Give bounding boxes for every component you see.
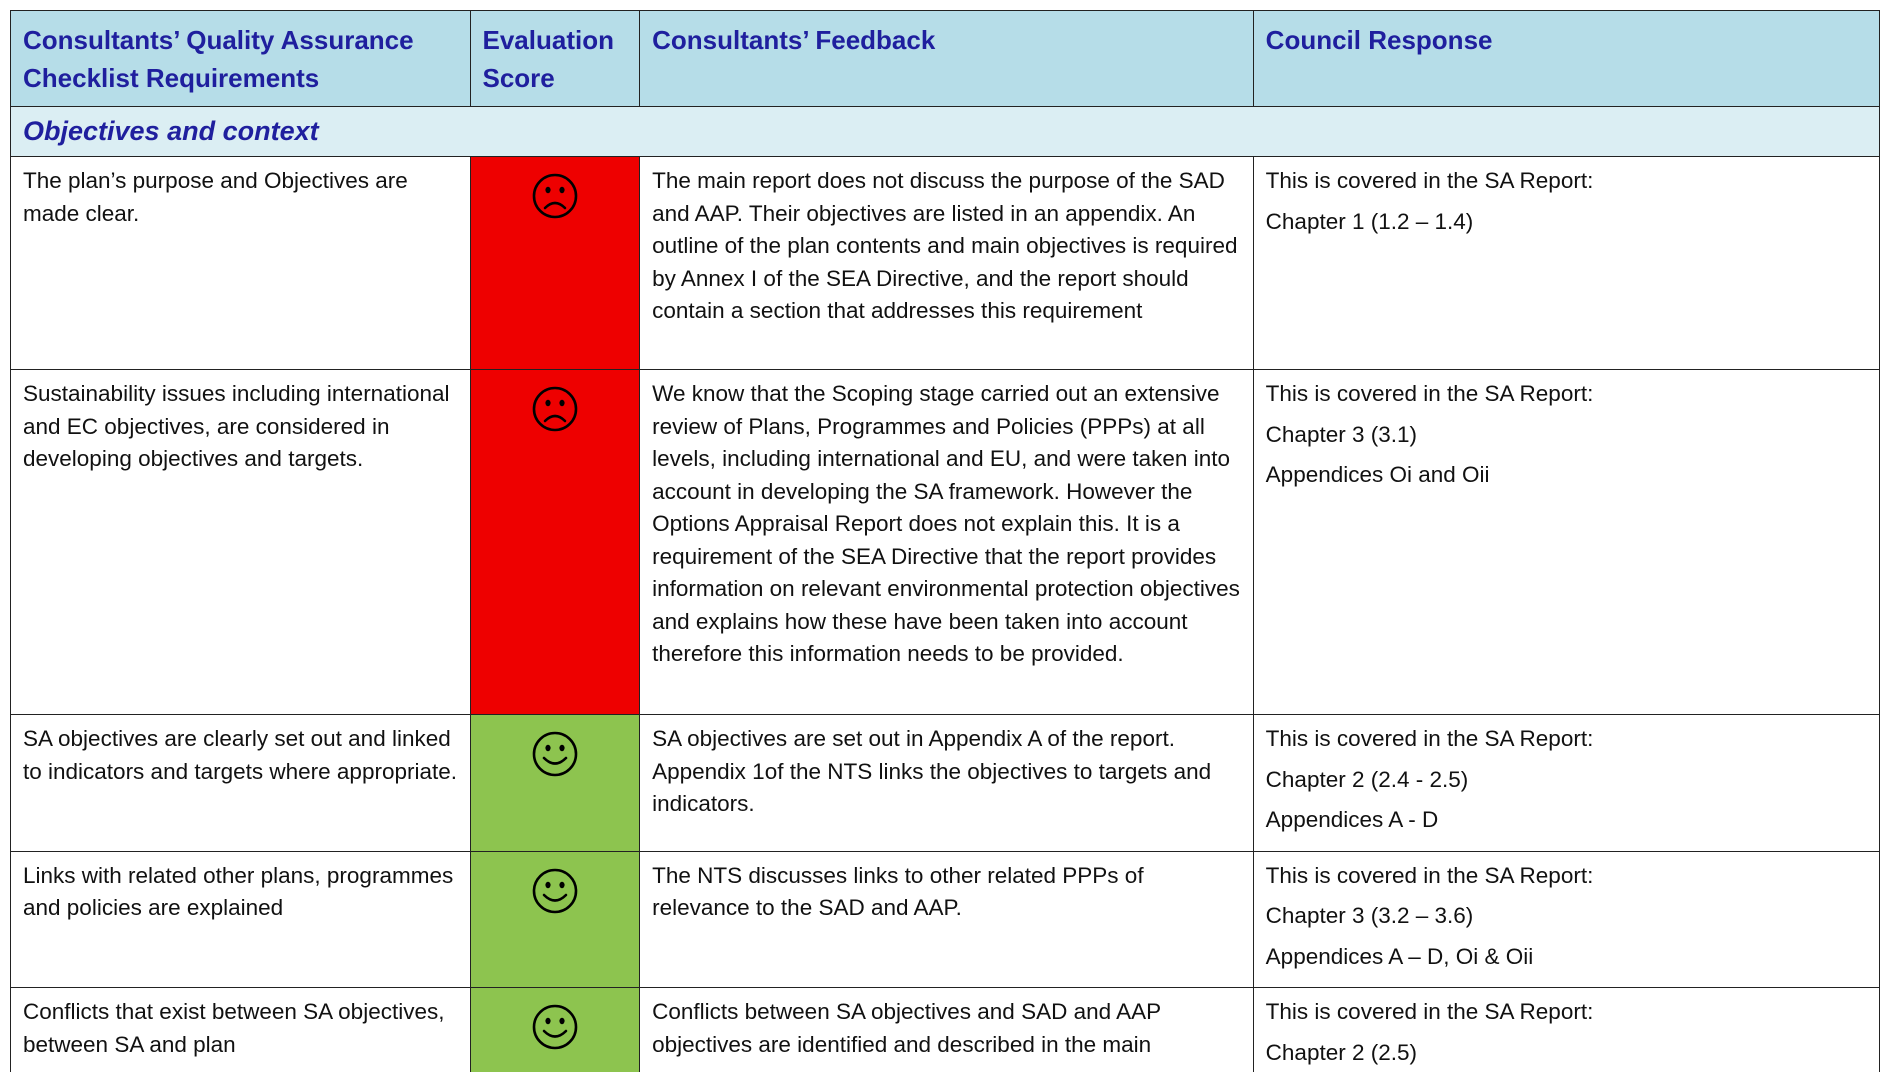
requirement-cell: Links with related other plans, programmes and policies are explained <box>11 851 471 988</box>
table-row <box>11 851 1880 988</box>
smiley-face-icon <box>530 729 580 779</box>
feedback-cell: We know that the Scoping stage carried out an extensive review of Plans, Programmes and Policies (PPPs) at all levels, including international and EU, and were taken into account in developing the SA framework. However the Options Appraisal Report does not explain this. It is a requirement of the SEA Directive that the report provides information on relevant environmental protection objectives and explains how these have been taken into account therefore this information needs to be provided. <box>640 370 1254 715</box>
evaluation-score-cell <box>470 715 640 852</box>
header-consultants-feedback: Consultants’ Feedback <box>640 11 1254 107</box>
feedback-cell: The main report does not discuss the purpose of the SAD and AAP. Their objectives are listed in an appendix. An outline of the plan contents and main objectives is required by Annex I of the SEA Directive, and the report should contain a section that addresses this requirement <box>640 157 1254 370</box>
response-line: This is covered in the SA Report: <box>1265 168 1594 193</box>
header-council-response: Council Response <box>1253 11 1879 107</box>
table-row <box>11 370 1880 715</box>
response-line: This is covered in the SA Report: <box>1265 862 1594 888</box>
qa-checklist-table <box>10 10 1880 1072</box>
response-line: Chapter 3 (3.1) <box>1265 421 1417 447</box>
requirement-cell: The plan’s purpose and Objectives are made clear. <box>11 157 471 370</box>
response-line: Appendices A – D, Oi & Oii <box>1265 943 1534 969</box>
evaluation-score-cell <box>470 851 640 988</box>
sad-face-icon <box>530 384 580 434</box>
council-response-cell <box>1253 988 1879 1072</box>
smiley-face-icon <box>530 1002 580 1052</box>
table-header-row <box>11 11 1880 107</box>
table-row <box>11 988 1880 1072</box>
response-line: Chapter 1 (1.2 – 1.4) <box>1265 208 1474 234</box>
requirement-cell: Sustainability issues including international and EC objectives, are considered in developing objectives and targets. <box>11 370 471 715</box>
response-line: Chapter 2 (2.4 - 2.5) <box>1265 766 1469 792</box>
feedback-cell: The NTS discusses links to other related PPPs of relevance to the SAD and AAP. <box>640 851 1254 988</box>
council-response-cell <box>1253 715 1879 852</box>
table-row <box>11 157 1880 370</box>
sad-face-icon <box>530 171 580 221</box>
requirement-cell: SA objectives are clearly set out and linked to indicators and targets where appropriate. <box>11 715 471 852</box>
section-row <box>11 107 1880 157</box>
header-evaluation-score: Evaluation Score <box>470 11 640 107</box>
requirement-cell: Conflicts that exist between SA objectives, between SA and plan <box>11 988 471 1072</box>
feedback-cell: Conflicts between SA objectives and SAD and AAP objectives are identified and described in the main <box>640 988 1254 1072</box>
header-requirements: Consultants’ Quality Assurance Checklist Requirements <box>11 11 471 107</box>
smiley-face-icon <box>530 866 580 916</box>
table-row <box>11 715 1880 852</box>
response-line: This is covered in the SA Report: <box>1265 381 1594 406</box>
evaluation-score-cell <box>470 157 640 370</box>
response-line: This is covered in the SA Report: <box>1265 999 1594 1024</box>
council-response-cell <box>1253 370 1879 715</box>
evaluation-score-cell <box>470 988 640 1072</box>
feedback-cell: SA objectives are set out in Appendix A of the report. Appendix 1of the NTS links the objectives to targets and indicators. <box>640 715 1254 852</box>
response-line: This is covered in the SA Report: <box>1265 726 1594 751</box>
response-line: Appendices A - D <box>1265 807 1439 832</box>
response-line: Appendices Oi and Oii <box>1265 462 1490 487</box>
council-response-cell <box>1253 157 1879 370</box>
council-response-cell <box>1253 851 1879 988</box>
response-line: Chapter 3 (3.2 – 3.6) <box>1265 903 1474 928</box>
evaluation-score-cell <box>470 370 640 715</box>
response-line: Chapter 2 (2.5) <box>1265 1039 1417 1065</box>
section-title: Objectives and context <box>11 107 1880 157</box>
